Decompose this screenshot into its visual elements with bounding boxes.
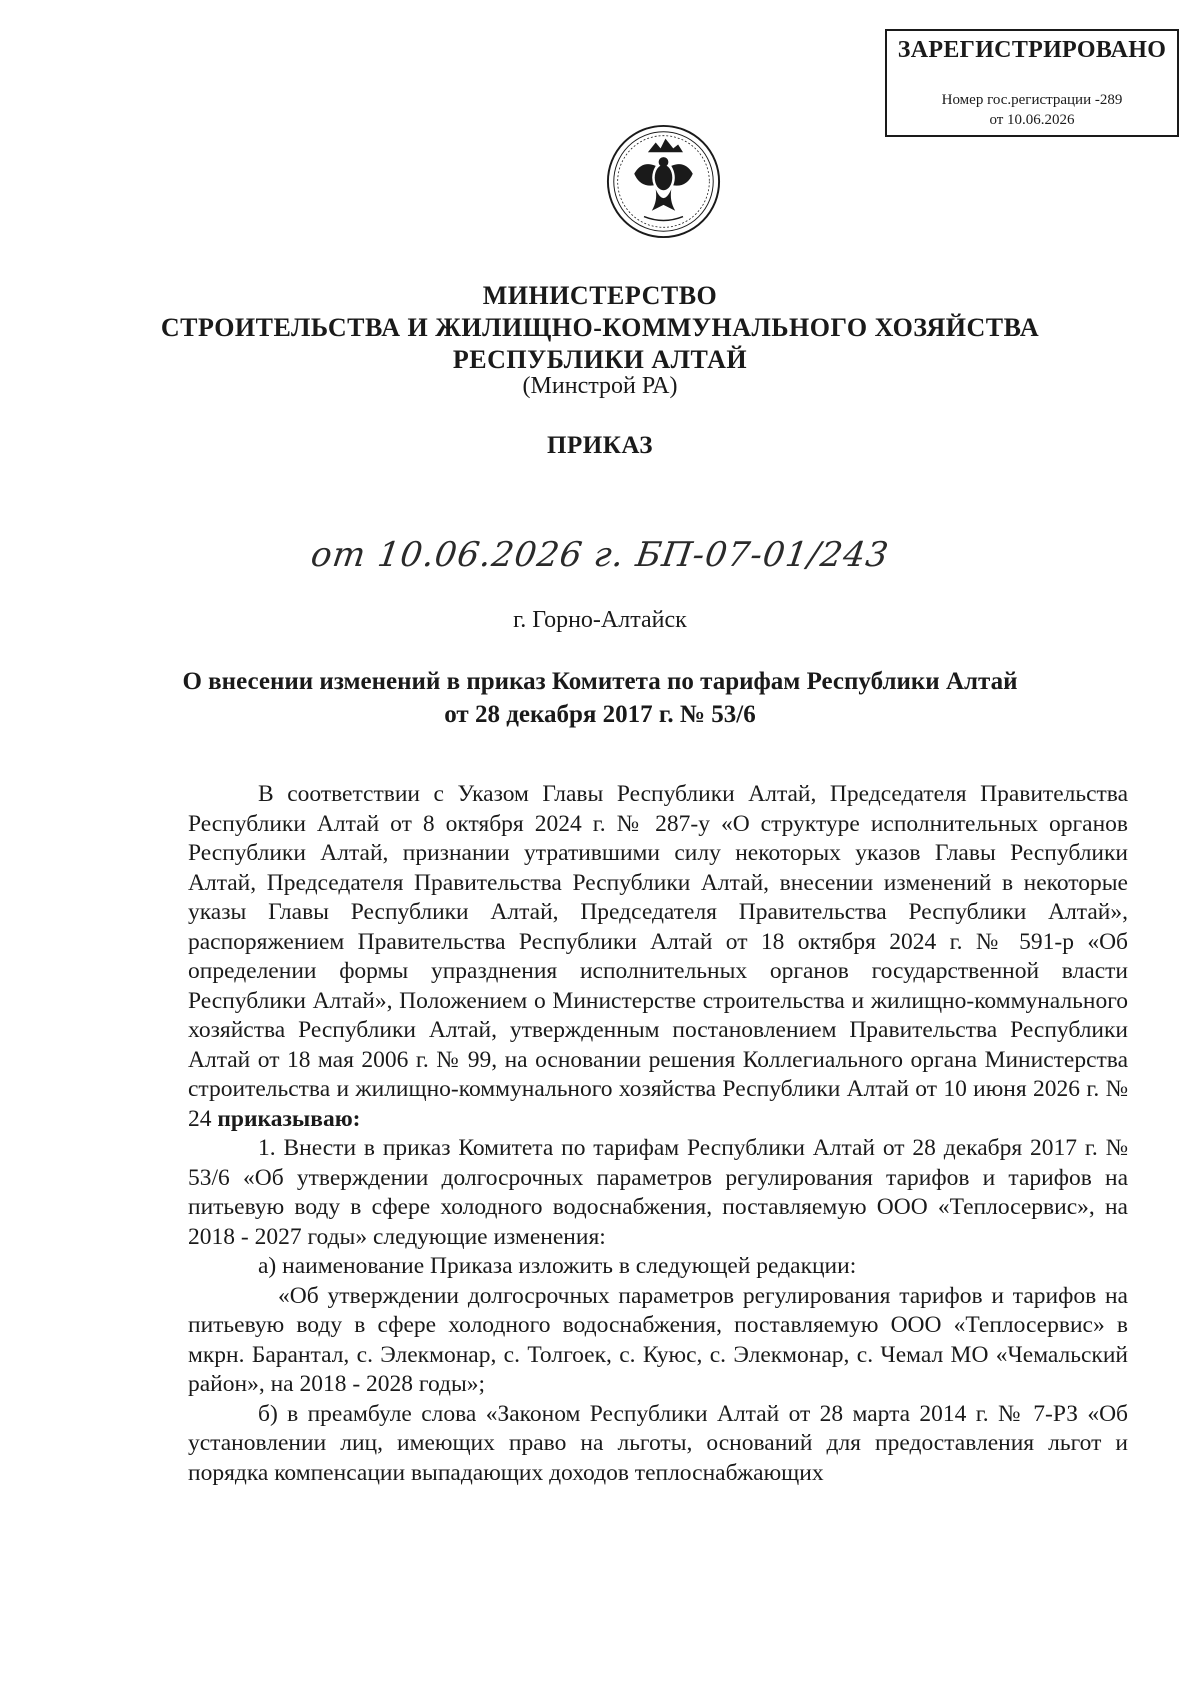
item-1-paragraph: 1. Внести в приказ Комитета по тарифам Республики Алтай от 28 декабря 2017 г. № 53/6 «Об утверждении долгосрочных параметров регулирования тарифов и тарифов на питьевую воду в сфере холодного водоснабжения, поставляемую ООО «Теплосервис», на 2018 - 2027 годы» следующие изменения: [188,1135,1128,1250]
ministry-line-3: РЕСПУБЛИКИ АЛТАЙ [452,345,748,374]
title-line-2: от 28 декабря 2017 г. № 53/6 [444,701,756,728]
preamble-text: В соответствии с Указом Главы Республики Алтай, Председателя Правительства Республики Алтай от 8 октября 2024 г. № 287-у «О структуре исполнительных органов Республики Алтай, признании утратившими силу некоторых указов Главы Республики Алтай, Председателя Правительства Республики Алтай, внесении изменений в некоторые указы Главы Республики Алтай, Председателя Правительства Республики Алтай», распоряжением Правительства Республики Алтай от 18 октября 2024 г. № 591-р «Об определении формы упразднения исполнительных органов государственной власти Республики Алтай», Положением о Министерстве строительства и жилищно-коммунального хозяйства Республики Алтай, утвержденным постановлением Правительства Республики Алтай от 18 мая 2006 г. № 99, на основании решения Коллегиального органа Министерства строительства и жилищно-коммунального хозяйства Республики Алтай от 10 июня 2026 г. № 24 [188,781,1128,1132]
order-word: приказываю: [217,1105,361,1132]
item-a-quote-paragraph: «Об утверждении долгосрочных параметров регулирования тарифов и тарифов на питьевую воду в сфере холодного водоснабжения, поставляемую ООО «Теплосервис» в мкрн. Барантал, с. Элекмонар, с. Толгоек, с. Куюс, с. Элекмонар, с. Чемал МО «Чемальский район», на 2018 - 2028 годы»; [188,1282,1128,1397]
handwritten-order-number: от 10.06.2026 г. БП-07-01/243 [308,535,892,575]
ministry-name [0,280,1200,376]
registration-stamp [885,29,1179,137]
city: г. Горно-Алтайск [513,607,687,633]
item-b-paragraph: б) в преамбуле слова «Законом Республики Алтай от 28 марта 2014 г. № 7-РЗ «Об установлении лиц, имеющих право на льготы, оснований для предоставления льгот и порядка компенсации выпадающих доходов теплоснабжающих [188,1400,1128,1486]
ministry-line-1: МИНИСТЕРСТВО [482,281,718,310]
title-line-1: О внесении изменений в приказ Комитета по тарифам Республики Алтай [182,668,1018,695]
stamp-title: ЗАРЕГИСТРИРОВАНО [897,37,1167,63]
ministry-line-2: СТРОИТЕЛЬСТВА И ЖИЛИЩНО-КОММУНАЛЬНОГО ХОЗЯЙСТВА [160,313,1040,342]
document-type: ПРИКАЗ [547,432,653,459]
coat-of-arms-icon [605,123,722,240]
stamp-reg-number: Номер гос.регистрации -289 [941,92,1123,108]
preamble-paragraph [188,780,1128,1134]
document-title [0,665,1200,731]
item-a-paragraph: а) наименование Приказа изложить в следующей редакции: [258,1253,857,1279]
stamp-reg-date: от 10.06.2026 [989,112,1075,128]
ministry-short-name: (Минстрой РА) [522,373,678,399]
document-body [188,780,1128,1488]
